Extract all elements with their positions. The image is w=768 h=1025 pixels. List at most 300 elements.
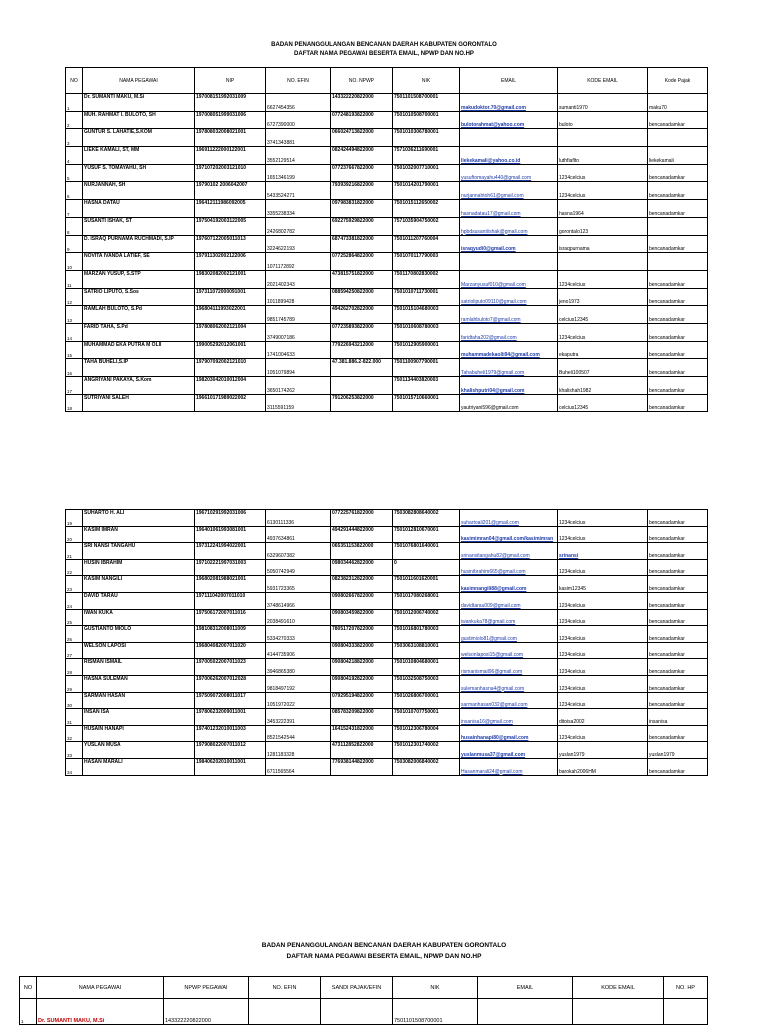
email-code: jeno1973 [558,288,648,306]
email-code: srinansi [558,543,648,560]
table-row [66,659,708,676]
efin-value: 6627454356 [266,94,331,112]
efin-value: 9818497192 [266,675,331,692]
npwp-value: 088594250822000 [331,288,393,306]
efin-value: 3748614966 [266,592,331,609]
nik-value: 7571035904750002 [393,217,460,235]
employee-name: HASNA DATAU [83,200,195,218]
tax-code [648,217,708,235]
employee-name: GUNTUR S. LAHATIE,S.KOM [83,129,195,147]
nik-value: 7501012905900001 [393,341,460,359]
employee-name: YUSUF S. TOMAYAHU, SH [83,164,195,182]
nip-value: 19790102 2006042007 [195,182,266,200]
tax-code: bencanadamkar [648,543,708,560]
email-code: 1234celcius [558,270,648,288]
column-header: NO [66,68,83,94]
employee-name: Dr. SUMANTI MAKU, M.Si [37,999,164,1025]
nip-value: 197506172007011016 [195,609,266,626]
employee-name: LIEKE KAMALI, ST, MM [83,147,195,165]
employee-name: MUHAMMAD EKA PUTRA M OLII [83,341,195,359]
email-link[interactable]: davidtarau009@gmail.com [460,592,558,609]
efin-value: 1051972022 [266,692,331,709]
tax-code: bencanadamkar [648,323,708,341]
email-link[interactable]: husinibrahim665@gmail.com [460,559,558,576]
title-line-2: DAFTAR NAMA PEGAWAI BESERTA EMAIL, NPWP DAN NO.HP [294,51,474,57]
tax-code: bencanadamkar [648,341,708,359]
row-number: 12 [66,288,83,306]
efin-value: 3355238334 [266,200,331,218]
npwp-value: 687473381822000 [331,235,393,253]
table-row [66,129,708,147]
employee-name: SUTRIYANI SALEH [83,394,195,412]
email-link[interactable]: Tahabuheli1979@gmail.com [460,359,558,377]
nik-value: 7501101508700001 [393,999,478,1025]
nik-value: 7501010306780001 [393,129,460,147]
column-header: NIK [393,977,478,999]
title-line-1: BADAN PENANGGULANGAN BENCANAN DAERAH KABUPATEN GORONTALO [261,942,507,949]
table-row [66,377,708,395]
email-link[interactable]: hasnadatau17@gmail.com [460,200,558,218]
email-link[interactable]: yuslanmusa37@gmail.com [460,742,558,759]
employee-name: IWAN KUKA [83,609,195,626]
email-code: 1234celcius [558,725,648,742]
nip-value: 197102221997031003 [195,559,266,576]
npwp-value: 779226943212000 [331,341,393,359]
employee-name: MUH. RAHMAT I. BULOTO, SH [83,111,195,129]
tax-code: bencanadamkar [648,642,708,659]
email-link[interactable]: faridtaha202@gmail.com [460,323,558,341]
npwp-value: 793939216822000 [331,182,393,200]
row-number: 19 [66,510,83,527]
tax-code: yuslan1979 [648,742,708,759]
email-code: israqpurnama [558,235,648,253]
row-number: 25 [66,609,83,626]
employee-name: SRI NANSI TANGAHU [83,543,195,560]
efin-value: 5334270333 [266,626,331,643]
npwp-value: 077237667822000 [331,164,393,182]
table-row [66,200,708,218]
email-link [460,129,558,147]
row-number: 20 [66,526,83,543]
nik-value: 7501017080268001 [393,592,460,609]
column-header: NIP [195,68,266,94]
nik-value: 7501010804680001 [393,659,460,676]
nip-value: 197911302002122006 [195,253,266,271]
tax-code: liekekamali [648,147,708,165]
npwp-value: 090804218822000 [331,659,393,676]
npwp-value: 077248193822000 [331,111,393,129]
efin-value: 3224622193 [266,235,331,253]
nip-value: 197607122005011013 [195,235,266,253]
nip-value: 198108312008011009 [195,626,266,643]
title-line-1: BADAN PENANGGULANGAN BENCANAN DAERAH KABUPATEN GORONTALO [271,42,497,48]
npwp-value: 47.381.886.2-822.000 [331,359,393,377]
email-code: 1234celcius [558,182,648,200]
nip-value: 197008051999031006 [195,111,266,129]
email-link[interactable]: satrioliputo09110@gmail.com [460,288,558,306]
employee-name: DAVID TARAU [83,592,195,609]
email-code [558,129,648,147]
nik-value: 7501011601620001 [393,576,460,593]
tax-code: bencanadamkar [648,377,708,395]
tax-code: bencanadamkar [648,659,708,676]
tax-code: bencanadamkar [648,758,708,775]
row-number: 24 [66,592,83,609]
tax-code: bencanadamkar [648,270,708,288]
efin-value: 1071172892 [266,253,331,271]
nik-value: 7501032007710001 [393,164,460,182]
employee-name: RAMLAH BULOTO, S.Pd [83,306,195,324]
table-row [66,323,708,341]
email-code: sumanti1970 [558,94,648,112]
efin-value: 8521542544 [266,725,331,742]
npwp-value: 077235893822000 [331,323,393,341]
employee-name: FARID TAHA, S.Pd [83,323,195,341]
email-code: yuslan1979 [558,742,648,759]
npwp-value: 776938144822000 [331,758,393,775]
email-code: hasna1964 [558,200,648,218]
nik-value: 7501015104680003 [393,306,460,324]
employee-name: MARZAN YUSUP, S.STP [83,270,195,288]
email-link[interactable]: kasimimran04@gmail.com/kasimimran [460,526,558,543]
nip-value: 196610171989022002 [195,394,266,412]
nip-value: 197311072000091001 [195,288,266,306]
employee-name: Dr. SUMANTI MAKU, M.Si [83,94,195,112]
row-number: 21 [66,543,83,560]
nik-value: 7501076801640001 [393,543,460,560]
email-code: 1234celcius [558,642,648,659]
tax-code: bencanadamkar [648,510,708,527]
npwp-value: 494262702822000 [331,306,393,324]
employee-name: SATRIO LIPUTO, S.Sos [83,288,195,306]
table-row [66,758,708,775]
email-code: luthfiaflto [558,147,648,165]
column-header: NO. NPWP [331,68,393,94]
row-number: 31 [66,709,83,726]
efin-value: 6727390000 [266,111,331,129]
row-number: 8 [66,217,83,235]
nip-value: 198406202010011001 [195,758,266,775]
nik-value: 7501070117790003 [393,253,460,271]
nik-value: 7501015710660001 [393,394,460,412]
employee-name: NURJANNAH, SH [83,182,195,200]
row-number: 22 [66,559,83,576]
email-code: khalishah1982 [558,377,648,395]
nik-value: 7501012006740002 [393,609,460,626]
tax-code: bencanadamkar [648,725,708,742]
efin-value: 4144735906 [266,642,331,659]
email-link[interactable]: husainhanapi80@gmail.com [460,725,558,742]
email-link[interactable]: insanisa16@gmail.com [460,709,558,726]
npwp-value: 473112852822000 [331,742,393,759]
table-row [66,742,708,759]
efin-value: 6711565564 [266,758,331,775]
tax-code: bencanadamkar [648,592,708,609]
tax-code: bencanadamkar [648,675,708,692]
nip-value: 198302082002121001 [195,270,266,288]
row-number: 14 [66,323,83,341]
row-number: 11 [66,270,83,288]
nik-value: 7501100907790001 [393,359,460,377]
tax-code: bencanadamkar [648,576,708,593]
table-row [66,217,708,235]
tax-code: insanisa [648,709,708,726]
npwp-value: 692275929822000 [331,217,393,235]
email-link[interactable]: hpbdsusantiishak@gmail.com [460,217,558,235]
email-code [558,253,648,271]
nip-value: 197808062002121004 [195,323,266,341]
efin-value: 1011899428 [266,288,331,306]
efin-value: 5433524271 [266,182,331,200]
nip-value: 197808032008021001 [195,129,266,147]
efin-value [249,999,321,1025]
column-header: SANDI PAJAK/EFIN [321,977,393,999]
email-code: 1234celcius [558,675,648,692]
nik-value: 7501026806700001 [393,692,460,709]
table-row [66,642,708,659]
column-header: NO. HP [664,977,708,999]
nip-value: 196911222000122001 [195,147,266,165]
column-header: EMAIL [460,68,558,94]
email-code: ditoisa2002 [558,709,648,726]
row-number: 2 [66,111,83,129]
nik-value: 7501014201790001 [393,182,460,200]
npwp-value: 791206253822000 [331,394,393,412]
email-link[interactable]: rismanismail96@gmail.com [460,659,558,676]
nip-value: 196401061993081001 [195,526,266,543]
nik-value: 7501101508700001 [393,94,460,112]
employee-name: D. ISRAQ PURNAMA RUCHMADI, S.IP [83,235,195,253]
npwp-value: 098034462822000 [331,559,393,576]
email-code: gorontalo123 [558,217,648,235]
nik-value: 7501032508750003 [393,675,460,692]
table-row [66,253,708,271]
email-link[interactable]: makudoktor.70@gmail.com [460,94,558,112]
nip-value: 197806232009011001 [195,709,266,726]
efin-value: 1741004633 [266,341,331,359]
email-link[interactable]: ramlahbuloto7@gmail.com [460,306,558,324]
npwp-value: 066024713822000 [331,129,393,147]
nip-value: 196804111993022001 [195,306,266,324]
nik-value: 7503082006840002 [393,758,460,775]
table-row [66,609,708,626]
nik-value: 7501016801780003 [393,626,460,643]
tax-code: bencanadamkar [648,526,708,543]
row-number: 9 [66,235,83,253]
tax-code: bencanadamkar [648,559,708,576]
table-row [66,592,708,609]
efin-value: 3453222391 [266,709,331,726]
column-header: EMAIL [478,977,573,999]
employee-name: NOVITA IVANDA LATIEF, SE [83,253,195,271]
table-row [66,709,708,726]
email-link[interactable]: Hasanmarali24@gmail.com [460,758,558,775]
nik-value: 7501012301740002 [393,742,460,759]
employee-table-3 [19,976,708,1025]
email-code: 1234celcius [558,559,648,576]
nip-value: 197005022007011023 [195,659,266,676]
row-number: 27 [66,642,83,659]
nip-value: 197006262007012028 [195,675,266,692]
efin-value: 3115591159 [266,394,331,412]
email-link[interactable]: sulemanhasna4@gmail.com [460,675,558,692]
tax-code: bencanadamkar [648,609,708,626]
npwp-value: 085783209822000 [331,709,393,726]
npwp-value: 077252864822000 [331,253,393,271]
tax-code: bencanadamkar [648,306,708,324]
employee-table-2 [65,509,708,776]
efin-value: 5931723365 [266,576,331,593]
employee-name: HASNA SULEMAN [83,675,195,692]
table-header-row [20,977,708,999]
email-code: 1234celcius [558,592,648,609]
row-number: 18 [66,394,83,412]
nik-value: 7501012306780004 [393,725,460,742]
table-row [66,526,708,543]
employee-table-1 [65,67,708,412]
nik-value: 7501010508700001 [393,111,460,129]
column-header: NO [20,977,37,999]
email-link[interactable]: Marzanyusuf010@gmail.com [460,270,558,288]
npwp-value: 143322220822000 [164,999,249,1025]
nip-value: 197107202003121010 [195,164,266,182]
email-code: 1234celcius [558,323,648,341]
row-number: 30 [66,692,83,709]
tax-code: bencanadamkar [648,692,708,709]
table-row [66,288,708,306]
npwp-value: 077225761822000 [331,510,393,527]
nip-value: 197908022007011012 [195,742,266,759]
table-row [66,341,708,359]
table-row [66,111,708,129]
tax-code: maku70 [648,94,708,112]
tax-password [321,999,393,1025]
nip-value: 197401232010011003 [195,725,266,742]
employee-name: TAHA BUHELI,S.IP [83,359,195,377]
email-code: buloto [558,111,648,129]
email-link[interactable]: sarmanhasan032@gmail.com [460,692,558,709]
npwp-value: 473815751822000 [331,270,393,288]
email-link[interactable]: muhammadekaolii94@gmail.com [460,341,558,359]
employee-name: SARMAN HASAN [83,692,195,709]
nip-value: 196710291992031006 [195,510,266,527]
employee-name: SUHARTO H. ALI [83,510,195,527]
row-number: 26 [66,626,83,643]
column-header: NO. EFIN [249,977,321,999]
row-number: 13 [66,306,83,324]
npwp-value: 780517207822000 [331,626,393,643]
employee-name: KASIM IMRAN [83,526,195,543]
row-number: 23 [66,576,83,593]
email-link[interactable]: kasimnangili88@gmail.com [460,576,558,593]
email-code: celcius12345 [558,394,648,412]
npwp-value: 494291444822000 [331,526,393,543]
tax-code: bencanadamkar [648,288,708,306]
tax-code [648,129,708,147]
efin-value: 3749007186 [266,323,331,341]
tax-code [648,253,708,271]
tax-code: bencanadamkar [648,394,708,412]
tax-code: bencanadamkar [648,111,708,129]
table-row [66,182,708,200]
email-code: 1234celcius [558,164,648,182]
table-row [66,164,708,182]
email-code: 1234celcius [558,692,648,709]
nik-value: 7501011207760004 [393,235,460,253]
tax-code: bencanadamkar [648,200,708,218]
email-link[interactable]: iwankuka78@gmail.com [460,609,558,626]
email-code: 1234celcius [558,526,648,543]
email-link [460,253,558,271]
npwp-value: 097983831822000 [331,200,393,218]
efin-value: 3552129514 [266,147,331,165]
email-code: 1234celcius [558,609,648,626]
efin-value: 2038491610 [266,609,331,626]
email-link[interactable]: gustimiolo81@gmail.com [460,626,558,643]
tax-code: bencanadamkar [648,182,708,200]
email-link[interactable]: suhartoali201@gmail.com [460,510,558,527]
row-number: 6 [66,182,83,200]
table-row [66,675,708,692]
nip-value: 197907092002121010 [195,359,266,377]
row-number: 10 [66,253,83,271]
email-link[interactable]: yautriyani596@gmail.com [460,394,558,412]
document-title-2 [0,940,768,962]
employee-name: HUSAIN HANAPI [83,725,195,742]
table-row [66,394,708,412]
table-row [66,306,708,324]
email-link[interactable]: welsonlaposi15@gmail.com [460,642,558,659]
npwp-value: 082424494822000 [331,147,393,165]
efin-value: 9851745789 [266,306,331,324]
employee-name: YUSLAN MUSA [83,742,195,759]
employee-name: RISMAN ISMAIL [83,659,195,676]
efin-value: 2021402343 [266,270,331,288]
title-line-2: DAFTAR NAMA PEGAWAI BESERTA EMAIL, NPWP DAN NO.HP [286,953,482,960]
table-row [66,692,708,709]
email-code [573,999,664,1025]
email-link[interactable]: israqyudi0@gmail.com [460,235,558,253]
email-link[interactable]: liekekamali@yahoo.co.id [460,147,558,165]
efin-value: 3650174262 [266,377,331,395]
table-row [66,94,708,112]
row-number: 28 [66,659,83,676]
nik-value: 7501012810670001 [393,526,460,543]
email-code: 1234celcius [558,659,648,676]
employee-name: GUSTIANTO MIOLO [83,626,195,643]
email-link[interactable]: yusuftomayahu440@gmail.com [460,164,558,182]
email-link[interactable]: srinansitangahu82@gmail.com [460,543,558,560]
row-number: 29 [66,675,83,692]
efin-value: 1651346199 [266,164,331,182]
npwp-value: 090803459822000 [331,609,393,626]
table-row [20,999,708,1025]
efin-value: 5050742949 [266,559,331,576]
nip-value: 196802081988021001 [195,576,266,593]
email-link[interactable]: khalishputri04@gmail.com [460,377,558,395]
employee-name: SUSANTI ISHAK, ST [83,217,195,235]
email-code: ekaputra [558,341,648,359]
column-header: KODE EMAIL [573,977,664,999]
nik-value: 7501010707750001 [393,709,460,726]
efin-value: 3946865380 [266,659,331,676]
row-number: 1 [20,999,37,1025]
email-link[interactable]: bulotorahmat@yahoo.com [460,111,558,129]
nip-value: 196804082007011020 [195,642,266,659]
email-link[interactable]: nurjannahtoh61@gmail.com [460,182,558,200]
phone-number [664,999,708,1025]
row-number: 34 [66,758,83,775]
